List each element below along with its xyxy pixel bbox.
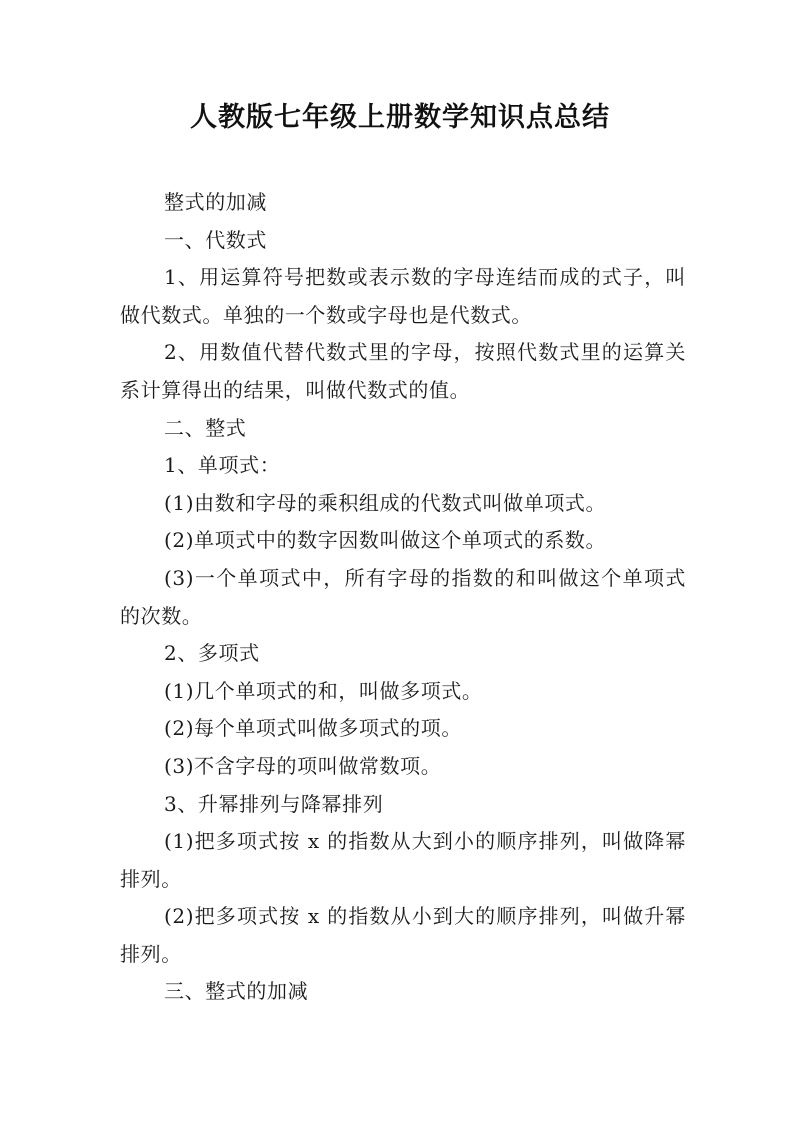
list-item: (1)把多项式按 x 的指数从大到小的顺序排列，叫做降幂排列。: [120, 829, 686, 891]
document-body: [120, 184, 686, 1011]
subsection-heading: 2、多项式: [164, 641, 260, 666]
section-heading: 二、整式: [164, 415, 247, 440]
subsection-heading: 3、升幂排列与降幂排列: [164, 791, 384, 816]
paragraph: 2、用数值代替代数式里的字母，按照代数式里的运算关系计算得出的结果，叫做代数式的值。: [120, 340, 686, 402]
list-item: (2)每个单项式叫做多项式的项。: [164, 716, 462, 741]
subsection-heading: 1、单项式：: [164, 453, 281, 478]
list-item: (3)不含字母的项叫做常数项。: [164, 753, 442, 778]
section-heading: 三、整式的加减: [164, 979, 309, 1004]
document-title: 人教版七年级上册数学知识点总结: [190, 102, 610, 133]
list-item: (2)单项式中的数字因数叫做这个单项式的系数。: [164, 528, 607, 553]
section-heading: 整式的加减: [164, 190, 267, 214]
list-item: (2)把多项式按 x 的指数从小到大的顺序排列，叫做升幂排列。: [120, 904, 686, 966]
section-heading: 一、代数式: [164, 227, 267, 252]
list-item: (1)几个单项式的和，叫做多项式。: [164, 678, 483, 703]
list-item: (1)由数和字母的乘积组成的代数式叫做单项式。: [164, 490, 607, 515]
list-item: (3)一个单项式中，所有字母的指数的和叫做这个单项式的次数。: [120, 565, 686, 628]
paragraph: 1、用运算符号把数或表示数的字母连结而成的式子，叫做代数式。单独的一个数或字母也是代数式。: [120, 265, 686, 327]
